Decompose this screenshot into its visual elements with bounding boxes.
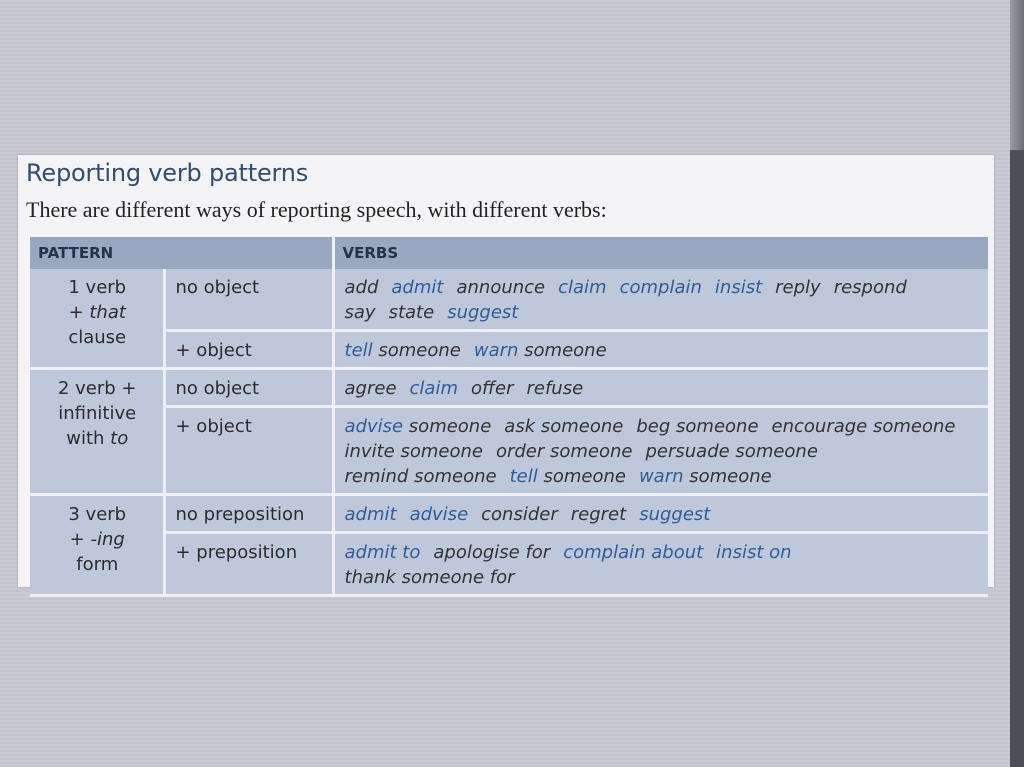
verb-item: claim xyxy=(558,277,607,298)
verb-line xyxy=(345,464,981,489)
verbs-cell xyxy=(333,369,988,407)
verb-item: complain xyxy=(619,277,702,298)
verb-line xyxy=(345,439,981,464)
verb-line xyxy=(345,540,981,565)
slide-edge-shadow xyxy=(1010,150,1024,767)
verbs-cell xyxy=(333,331,988,369)
verb-line xyxy=(345,338,981,363)
pattern-cell-3: 3 verb + -ing form xyxy=(30,495,164,596)
verb-line xyxy=(345,376,981,401)
verbs-cell xyxy=(333,269,988,331)
verb-item: complain about xyxy=(563,542,704,563)
verb-item: reply xyxy=(775,277,821,298)
verb-item: refuse xyxy=(526,378,584,399)
verb-item: add xyxy=(344,277,379,298)
verb-object: someone xyxy=(408,466,497,487)
verb-item: insist on xyxy=(716,542,792,563)
verb-item: suggest xyxy=(639,504,711,525)
verb-item: warn someone xyxy=(638,466,772,487)
verb-item: persuade someone xyxy=(645,441,818,462)
patterns-table xyxy=(30,237,988,597)
verb-item: admit xyxy=(391,277,444,298)
verbs-cell xyxy=(333,533,988,596)
table-row xyxy=(30,407,988,495)
page-title: Reporting verb patterns xyxy=(26,159,309,187)
verb-object: someone xyxy=(403,416,492,437)
verb-line xyxy=(345,300,981,325)
verb-item: offer xyxy=(471,378,514,399)
verbs-cell xyxy=(333,407,988,495)
type-cell: + object xyxy=(164,407,333,495)
verb-item: beg someone xyxy=(636,416,759,437)
verb-item: invite someone xyxy=(344,441,483,462)
verb-item: claim xyxy=(409,378,458,399)
type-cell: no preposition xyxy=(164,495,333,533)
textbook-panel xyxy=(18,155,994,587)
verb-object: someone xyxy=(544,441,633,462)
verbs-cell xyxy=(333,495,988,533)
verb-line xyxy=(345,414,981,439)
pattern-cell-1: 1 verb + that clause xyxy=(30,269,164,369)
slide-edge xyxy=(1010,0,1024,767)
type-cell: + preposition xyxy=(164,533,333,596)
verb-item: thank someone for xyxy=(344,567,515,588)
verb-item: suggest xyxy=(447,302,519,323)
verb-item: state xyxy=(388,302,435,323)
verb-object: someone xyxy=(372,340,461,361)
verb-object: someone xyxy=(867,416,956,437)
table-row xyxy=(30,369,988,407)
pattern-cell-2: 2 verb + infinitive with to xyxy=(30,369,164,495)
verb-line xyxy=(345,502,981,527)
verb-object: someone xyxy=(394,441,483,462)
verb-object: someone xyxy=(535,416,624,437)
verb-item: tell someone xyxy=(344,340,461,361)
table-header-row xyxy=(30,237,988,269)
type-cell: + object xyxy=(164,331,333,369)
verb-item: respond xyxy=(833,277,907,298)
verb-item: admit xyxy=(344,504,397,525)
verb-item: warn someone xyxy=(473,340,607,361)
verb-item: advise someone xyxy=(344,416,492,437)
type-cell: no object xyxy=(164,369,333,407)
verb-object: someone xyxy=(683,466,772,487)
type-cell: no object xyxy=(164,269,333,331)
verb-item: tell someone xyxy=(509,466,626,487)
verb-item: say xyxy=(344,302,376,323)
table-row xyxy=(30,331,988,369)
verb-object: someone xyxy=(670,416,759,437)
table-row xyxy=(30,533,988,596)
verb-item: regret xyxy=(570,504,627,525)
verb-item: remind someone xyxy=(344,466,497,487)
verb-object: someone xyxy=(518,340,607,361)
verb-object: someone xyxy=(729,441,818,462)
verb-item: agree xyxy=(344,378,397,399)
verb-item: consider xyxy=(481,504,558,525)
verb-item: announce xyxy=(456,277,546,298)
verb-item: order someone xyxy=(495,441,633,462)
verb-item: advise xyxy=(409,504,469,525)
verb-object: someone xyxy=(537,466,626,487)
table-row xyxy=(30,269,988,331)
verb-line xyxy=(345,275,981,300)
verb-item: ask someone xyxy=(504,416,624,437)
pattern-header: PATTERN xyxy=(30,237,333,269)
verb-item: apologise for xyxy=(433,542,551,563)
table-row xyxy=(30,495,988,533)
verb-item: insist xyxy=(714,277,763,298)
verb-item: encourage someone xyxy=(771,416,956,437)
intro-text: There are different ways of reporting speech, with different verbs: xyxy=(26,197,607,222)
verb-item: admit to xyxy=(344,542,421,563)
verb-line xyxy=(345,565,981,590)
verbs-header: VERBS xyxy=(333,237,988,269)
